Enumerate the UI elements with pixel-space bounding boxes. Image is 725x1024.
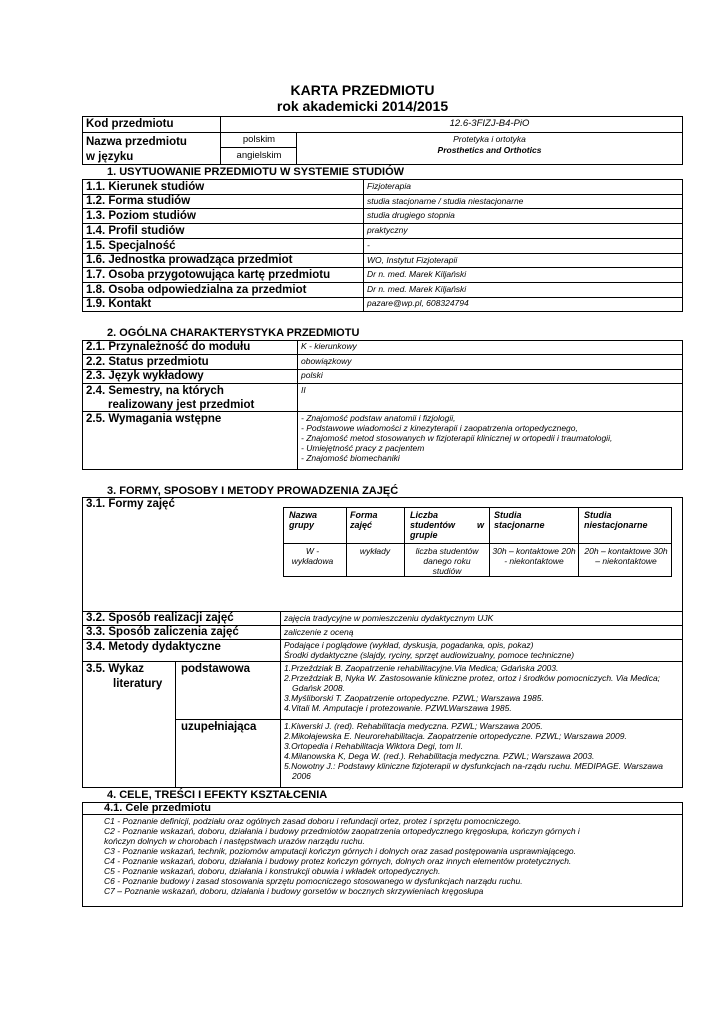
language-value: polski <box>301 370 323 380</box>
list-item: C6 - Poznanie budowy i zasad stosowania sprzętu pomocniczego stosowanego w dysfunkcjach narządu ruchu. <box>104 876 523 886</box>
list-item: - Podstawowe wiadomości z kinezyterapii i zaopatrzenia ortopedycznego, <box>301 423 578 433</box>
assessment-value: zaliczenie z oceną <box>284 627 354 637</box>
semesters-label: 2.4. Semestry, na których <box>86 385 224 397</box>
list-item: 1.Przeździak B. Zaopatrzenie rehabilitacyjne.Via Medica; Gdańska 2003. <box>284 663 559 673</box>
delivery-method-label: 3.2. Sposób realizacji zajęć <box>86 612 234 624</box>
section-3-heading: 3. FORMY, SPOSOBY I METODY PROWADZENIA ZAJĘĆ <box>107 485 399 497</box>
list-item: C2 - Poznanie wskazań, doboru, działania i budowy przedmiotów zaopatrzenia ortopedycznego kręgosłupa, kończyn górnych i <box>104 826 580 836</box>
semesters-label-2: realizowany jest przedmiot <box>108 399 255 411</box>
list-item: 5.Nowotny J.: Podstawy kliniczne fizjoterapii w dysfunkcjach na-rządu ruchu. MEDIPAGE. Warszawa 2006 <box>284 761 664 781</box>
list-item: 4.Milanowska K, Dega W. (red.). Rehabilitacja medyczna. PZWL; Warszawa 2003. <box>284 751 595 761</box>
list-item: C3 - Poznanie wskazań, technik, poziomów amputacji kończyn górnych i dolnych oraz zasad postępowania usprawniającego. <box>104 846 577 856</box>
list-item: C4 - Poznanie wskazań, doboru, działania i budowy protez kończyn górnych, dolnych oraz innych elementów protetycznych. <box>104 856 572 866</box>
col-part-time: Studia niestacjonarne <box>584 510 648 530</box>
supplementary-literature-list <box>284 721 679 781</box>
prerequisites-label: 2.5. Wymagania wstępne <box>86 413 222 425</box>
col-group-name: Nazwa grupy <box>289 510 318 530</box>
status-label: 2.2. Status przedmiotu <box>86 356 209 368</box>
teaching-methods-2: Środki dydaktyczne (slajdy, ryciny, sprzęt audiowizualny, pomoce techniczne) <box>284 650 575 660</box>
section-2-heading: 2. OGÓLNA CHARAKTERYSTYKA PRZEDMIOTU <box>107 327 360 339</box>
unit-value: WO, Instytut Fizjoterapii <box>367 255 458 265</box>
list-item: - Znajomość podstaw anatomii i fizjologii, <box>301 413 456 423</box>
literature-label: 3.5. Wykaz <box>86 663 144 675</box>
col-class-form: Forma zajęć <box>350 510 378 530</box>
field-of-study-label: 1.1. Kierunek studiów <box>86 181 205 193</box>
study-profile-label: 1.4. Profil studiów <box>86 225 185 237</box>
cell-full-time: 30h – kontaktowe 20h - niekontaktowe <box>492 546 576 566</box>
prerequisites-list <box>301 413 612 463</box>
lang-polish-label: polskim <box>242 134 276 145</box>
list-item: 4.Vitali M. Amputacje i protezowanie. PZWLWarszawa 1985. <box>284 703 512 713</box>
cell-student-count: liczba studentów danego roku studiów <box>415 546 479 576</box>
teaching-methods-1: Podające i poglądowe (wykład, dyskusja, pogadanka, opis, pokaz) <box>284 640 534 650</box>
module-label: 2.1. Przynależność do modułu <box>86 341 251 353</box>
semesters-value: II <box>301 385 306 395</box>
study-profile-value: praktyczny <box>367 225 408 235</box>
list-item: 2.Mikołajewska E. Neurorehabilitacja. Zaopatrzenie ortopedyczne. PZWL; Warszawa 2009. <box>284 731 627 741</box>
field-of-study-value: Fizjoterapia <box>367 181 411 191</box>
list-item: C5 - Poznanie wskazań, doboru, działania i konstrukcji obuwia i wkładek ortopedycznych. <box>104 866 441 876</box>
cell-group-name: W - wykładowa <box>291 546 334 566</box>
list-item: 1.Kiwerski J. (red). Rehabilitacja medyczna. PZWL; Warszawa 2005. <box>284 721 543 731</box>
document-title: KARTA PRZEDMIOTU <box>290 82 435 98</box>
course-objectives-list <box>104 816 580 896</box>
status-value: obowiązkowy <box>301 356 352 366</box>
course-name-polish: Protetyka i ortotyka <box>453 134 526 144</box>
teaching-methods-label: 3.4. Metody dydaktyczne <box>86 641 221 653</box>
specialty-value: - <box>367 240 370 250</box>
study-form-value: studia stacjonarne / studia niestacjonarne <box>367 196 524 206</box>
preparer-label: 1.7. Osoba przygotowująca kartę przedmiotu <box>86 269 331 281</box>
col-full-time: Studia stacjonarne <box>494 510 545 530</box>
academic-year: rok akademicki 2014/2015 <box>276 98 449 114</box>
list-item: 3.Myśliborski T. Zaopatrzenie ortopedyczne. PZWL; Warszawa 1985. <box>284 693 544 703</box>
cell-part-time: 20h – kontaktowe 30h – niekontaktowe <box>584 546 668 566</box>
list-item: kończyn dolnych w chorobach i następstwach urazów narządu ruchu. <box>104 836 365 846</box>
list-item: - Znajomość metod stosowanych w fizjoterapii klinicznej w ortopedii i traumatologii, <box>301 433 613 443</box>
class-forms-label: 3.1. Formy zajęć <box>86 498 175 510</box>
lang-english-label: angielskim <box>236 150 282 161</box>
study-form-label: 1.2. Forma studiów <box>86 195 191 207</box>
course-name-label-2: w języku <box>86 151 134 163</box>
specialty-label: 1.5. Specjalność <box>86 240 176 252</box>
course-code-label: Kod przedmiotu <box>86 118 174 130</box>
literature-label-2: literatury <box>113 678 163 690</box>
section-1-heading: 1. USYTUOWANIE PRZEDMIOTU W SYSTEMIE STUDIÓW <box>107 166 405 178</box>
delivery-method-value: zajęcia tradycyjne w pomieszczeniu dydaktycznym UJK <box>284 613 494 623</box>
assessment-label: 3.3. Sposób zaliczenia zajęć <box>86 626 239 638</box>
list-item: - Znajomość biomechaniki <box>301 453 400 463</box>
supplementary-literature-label: uzupełniająca <box>181 721 257 733</box>
list-item: 2.Przeździak B, Nyka W. Zastosowanie kliniczne protez, ortoz i środków pomocniczych. Via Medica; Gdańsk 2008. <box>284 673 661 693</box>
responsible-value: Dr n. med. Marek Kiljański <box>367 284 467 294</box>
course-name-label: Nazwa przedmiotu <box>86 136 187 148</box>
responsible-label: 1.8. Osoba odpowiedzialna za przedmiot <box>86 284 307 296</box>
basic-literature-label: podstawowa <box>181 663 251 675</box>
study-level-value: studia drugiego stopnia <box>367 210 455 220</box>
col-student-count: Liczba studentów w grupie <box>410 510 484 540</box>
module-value: K - kierunkowy <box>301 341 357 351</box>
list-item: C1 - Poznanie definicji, podziału oraz ogólnych zasad doboru i refundacji ortez, protez i sprzętu pomocniczego. <box>104 816 522 826</box>
basic-literature-list <box>284 663 679 713</box>
list-item: 3.Ortopedia i Rehabilitacja Wiktora Degi, tom II. <box>284 741 463 751</box>
list-item: C7 – Poznanie wskazań, doboru, działania i budowy gorsetów w bocznych skrzywieniach kręgosłupa <box>104 886 484 896</box>
course-name-english: Prosthetics and Orthotics <box>437 145 542 155</box>
course-code-value: 12.6-3FIZJ-B4-PiO <box>449 118 530 129</box>
contact-value: pazare@wp.pl, 608324794 <box>367 298 469 308</box>
course-objectives-label: 4.1. Cele przedmiotu <box>104 802 211 814</box>
contact-label: 1.9. Kontakt <box>86 298 152 310</box>
preparer-value: Dr n. med. Marek Kiljański <box>367 269 467 279</box>
list-item: - Umiejętność pracy z pacjentem <box>301 443 425 453</box>
cell-class-form: wykłady <box>359 546 391 556</box>
section-4-heading: 4. CELE, TREŚCI I EFEKTY KSZTAŁCENIA <box>107 789 328 801</box>
study-level-label: 1.3. Poziom studiów <box>86 210 196 222</box>
language-label: 2.3. Język wykładowy <box>86 370 204 382</box>
unit-label: 1.6. Jednostka prowadząca przedmiot <box>86 254 293 266</box>
